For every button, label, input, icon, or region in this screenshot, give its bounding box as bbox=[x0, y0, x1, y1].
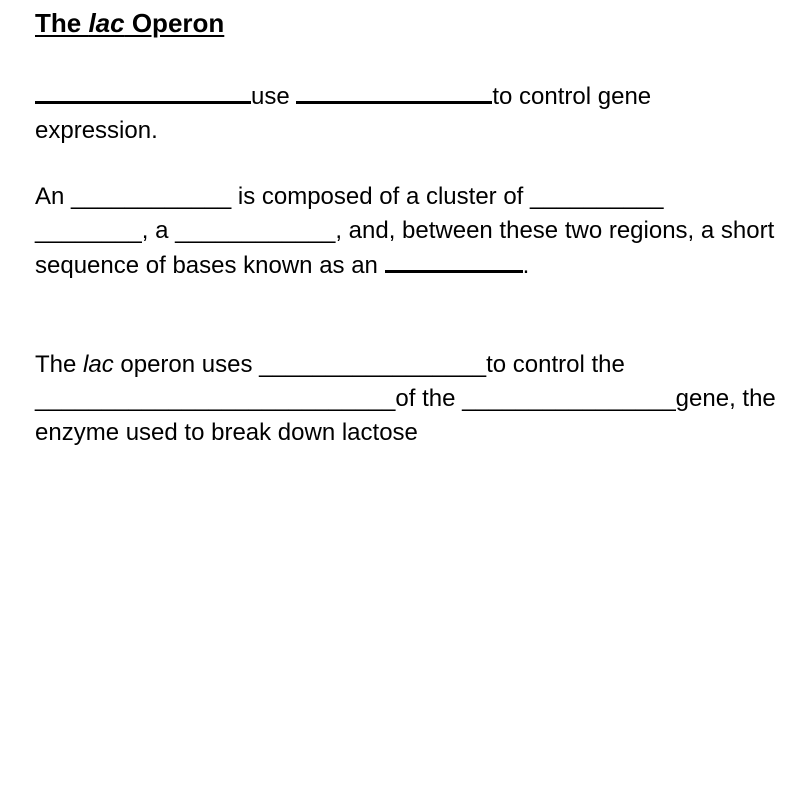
title-prefix: The bbox=[35, 8, 89, 38]
paragraph-3-text-1: The bbox=[35, 351, 84, 378]
fill-in-blank-operator[interactable] bbox=[385, 248, 523, 273]
paragraph-3-text-3: to control the bbox=[486, 351, 625, 378]
paragraph-2-text-3: , a bbox=[141, 217, 176, 244]
paragraph-2-text-2: is composed of a cluster of bbox=[231, 183, 531, 210]
fill-in-blank-promoter[interactable]: ____________ bbox=[175, 217, 336, 244]
paragraph-2 bbox=[35, 180, 780, 283]
fill-in-blank-1[interactable] bbox=[35, 79, 251, 104]
paragraph-3-text-2: operon uses bbox=[113, 351, 260, 378]
fill-in-blank-repression[interactable]: _________________ bbox=[259, 351, 487, 378]
paragraph-2-text-1: An bbox=[35, 183, 72, 210]
paragraph-1-text-1: use bbox=[251, 83, 297, 110]
paragraph-3-text-5: gene, the enzyme used to break down lactose bbox=[35, 385, 776, 446]
page-title bbox=[35, 6, 224, 40]
fill-in-blank-genes[interactable]: __________ ________ bbox=[35, 183, 664, 244]
fill-in-blank-gene[interactable]: ________________ bbox=[462, 385, 676, 412]
title-suffix: Operon bbox=[124, 8, 225, 38]
paragraph-1-text-2: to control gene expression. bbox=[35, 83, 652, 144]
paragraph-3-italic-lac: lac bbox=[83, 351, 114, 378]
paragraph-1 bbox=[35, 79, 780, 148]
fill-in-blank-2[interactable] bbox=[296, 79, 492, 104]
paragraph-2-text-4: , and, between these two regions, a short sequence of bases known as an bbox=[35, 217, 775, 279]
paragraph-3 bbox=[35, 348, 780, 450]
paragraph-3-text-4: of the bbox=[395, 385, 463, 412]
fill-in-blank-operon[interactable]: ____________ bbox=[71, 183, 232, 210]
title-italic-lac: lac bbox=[88, 8, 125, 38]
fill-in-blank-transcription[interactable]: ___________________________ bbox=[35, 385, 396, 412]
paragraph-2-text-5: . bbox=[522, 252, 530, 279]
